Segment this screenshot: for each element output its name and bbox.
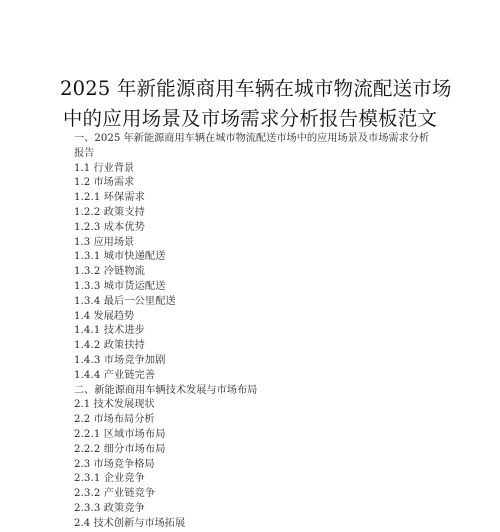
toc-item: 1.4.4 产业链完善 bbox=[74, 369, 156, 381]
toc-item: 2.3.2 产业链竞争 bbox=[74, 488, 156, 500]
toc-item: 1.2.2 政策支持 bbox=[74, 206, 145, 218]
table-of-contents bbox=[74, 132, 434, 532]
toc-item: 1.3.3 城市货运配送 bbox=[74, 280, 166, 292]
document-title bbox=[60, 74, 452, 134]
toc-item: 2.1 技术发展现状 bbox=[74, 399, 155, 411]
toc-chapter-1: 一、2025 年新能源商用车辆在城市物流配送市场中的应用场景及市场需求分析报告 bbox=[74, 133, 430, 159]
document-title-line-1: 2025 年新能源商用车辆在城市物流配送市场 bbox=[60, 77, 452, 100]
toc-item: 1.2 市场需求 bbox=[74, 177, 135, 189]
toc-item: 2.2.2 细分市场布局 bbox=[74, 443, 166, 455]
toc-item: 2.3.3 政策竞争 bbox=[74, 502, 145, 514]
toc-item: 1.4.3 市场竞争加剧 bbox=[74, 354, 166, 366]
toc-item: 1.2.1 环保需求 bbox=[74, 192, 145, 204]
toc-item: 1.3 应用场景 bbox=[74, 236, 135, 248]
document-title-line-2: 中的应用场景及市场需求分析报告模板范文 bbox=[62, 107, 438, 130]
toc-item: 1.4 发展趋势 bbox=[74, 310, 135, 322]
toc-item: 1.4.2 政策扶持 bbox=[74, 340, 145, 352]
toc-item: 2.3.1 企业竞争 bbox=[74, 473, 145, 485]
toc-item: 1.3.1 城市快递配送 bbox=[74, 251, 166, 263]
toc-item: 2.2.1 区域市场布局 bbox=[74, 428, 166, 440]
toc-item: 2.4 技术创新与市场拓展 bbox=[74, 517, 186, 529]
toc-item: 2.3 市场竞争格局 bbox=[74, 458, 155, 470]
toc-item: 1.4.1 技术进步 bbox=[74, 325, 145, 337]
toc-item: 1.2.3 成本优势 bbox=[74, 221, 145, 233]
toc-item: 1.3.4 最后一公里配送 bbox=[74, 295, 176, 307]
toc-chapter-2: 二、新能源商用车辆技术发展与市场布局 bbox=[74, 384, 258, 396]
toc-item: 1.3.2 冷链物流 bbox=[74, 266, 145, 278]
toc-item: 2.2 市场布局分析 bbox=[74, 414, 155, 426]
toc-item: 1.1 行业背景 bbox=[74, 162, 135, 174]
